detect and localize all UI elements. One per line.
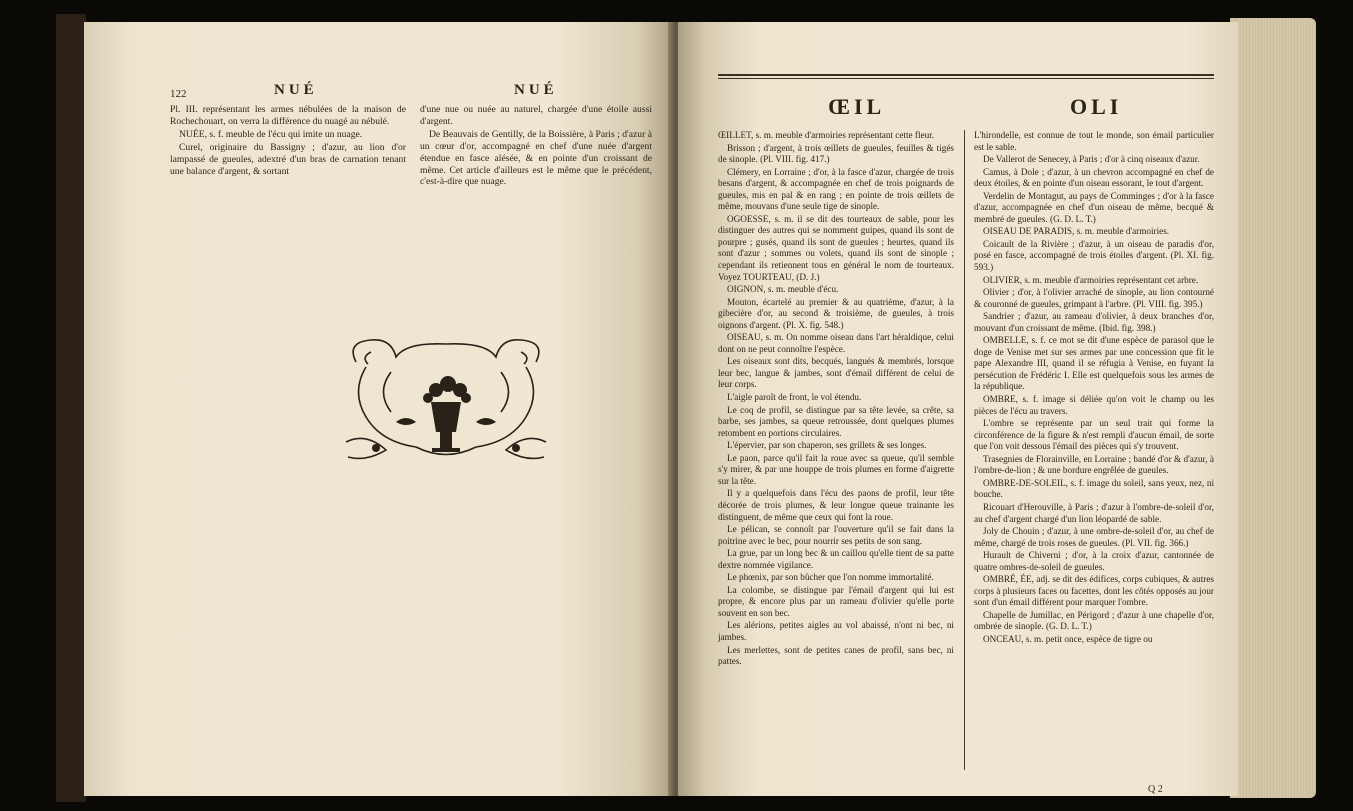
paragraph: Brisson ; d'argent, à trois œillets de gueules, feuilles & tigés de sinople. (Pl. VIII. fig. 417.) [718,142,954,165]
paragraph: L'aigle paroît de front, le vol étendu. [727,392,862,403]
paragraph: Le paon, parce qu'il fait la roue avec sa queue, qu'il semble s'y mirer, & par une houppe de trois plumes en forme d'aigrette sur la tête. [718,452,954,486]
ornamental-vignette [336,322,556,472]
paragraph: Curel, originaire du Bassigny ; d'azur, au lion d'or lampassé de gueules, adextré d'un bras de carnation tenant une balance d'argent, & sortant [170,141,406,177]
page-edges [1230,18,1316,798]
paragraph: OIGNON, s. m. meuble d'écu. [727,284,839,295]
left-column-2 [420,104,652,189]
paragraph: OISEAU, s. m. On nomme oiseau dans l'art héraldique, celui dont on ne peut connoître l'espèce. [718,332,954,354]
column-divider [964,130,965,770]
right-column-1 [718,130,954,669]
paragraph: ONCEAU, s. m. petit once, espèce de tigre ou [983,633,1153,644]
signature-mark: Q 2 [1148,784,1163,795]
paragraph: Les alérions, petites aigles au vol abaissé, n'ont ni bec, ni jambes. [718,620,954,642]
paragraph: Le phœnix, par son bûcher que l'on nomme immortalité. [727,572,934,583]
left-column-1 [170,104,406,178]
paragraph: OLIVIER, s. m. meuble d'armoiries représentant cet arbre. [983,274,1199,285]
paragraph: Hurault de Chiverni ; d'or, à la croix d'azur, cantonnée de quatre ombres-de-soleil de gueules. [974,550,1214,572]
running-header-left: ŒIL [828,94,886,119]
paragraph: OMBRE-DE-SOLEIL, s. f. image du soleil, sans yeux, nez, ni bouche. [974,477,1214,500]
paragraph: Verdelin de Montagut, au pays de Comminges ; d'or à la fasce d'azur, accompagnée en chef d'un oiseau de même, becqué & membré de gueules. (G. D. L. T.) [974,190,1214,224]
paragraph: Joly de Chouin ; d'azur, à une ombre-de-soleil d'or, au chef de même, chargé de trois roses de gueules. (Pl. VII. fig. 366.) [974,526,1214,548]
header-rule [718,74,1214,76]
left-page [84,22,674,796]
paragraph: Les merlettes, sont de petites canes de profil, sans bec, ni pattes. [718,644,954,667]
paragraph: NUÉE, s. f. meuble de l'écu qui imite un nuage. [179,128,363,140]
paragraph: Il y a quelquefois dans l'écu des paons de profil, leur tête décorée de trois plumes, & leur longue queue trainante les distinguent, de même que ceux qui font la roue. [718,488,954,522]
paragraph: Mouton, écartelé au premier & au quatrième, d'azur, à la gibecière d'or, au second & troisième, de gueules, à trois oignons d'argent. (Pl. X. fig. 548.) [718,296,954,330]
paragraph: OMBRÉ, ÉE, adj. se dit des édifices, corps cubiques, & autres corps à plusieurs faces ou facettes, dont les côtés opposés au jour sont d'un émail différent pour marquer l'ombre. [974,574,1214,608]
paragraph: d'une nue ou nuée au naturel, chargée d'une étoile aussi d'argent. [420,104,652,127]
running-header-left: NUÉ [274,82,318,98]
header-rule-thin [718,78,1214,79]
running-header-right: OLI [1070,94,1123,119]
paragraph: OISEAU DE PARADIS, s. m. meuble d'armoiries. [983,226,1170,237]
paragraph: Le pélican, se connoît par l'ouverture qu'il se fait dans la poitrine avec le bec, pour nourrir ses petits de son sang. [718,524,954,546]
paragraph: De Vallerot de Senecey, à Paris ; d'or à cinq oiseaux d'azur. [983,154,1200,165]
paragraph: OGOESSE, s. m. il se dit des tourteaux de sable, pour les distinguer des autres qui se nomment guipes, quand ils sont de pourpre ; gusés, quand ils sont de gueules ; heurtes, quand ils sont d'azur ; sommes ou volets, quand ils sont de sinople ; cependant ils retiennent tous en général le nom de tourteaux. Voyez TOURTEAU, (D. J.) [718,213,954,282]
right-page [678,22,1238,796]
paragraph: Sandrier ; d'azur, au rameau d'olivier, à deux branches d'or, mouvant d'un croissant de même. (Ibid. fig. 398.) [974,311,1214,333]
paragraph: Olivier ; d'or, à l'olivier arraché de sinople, au lion contourné & couronné de gueules, grimpant à l'arbre. (Pl. VIII. fig. 395.) [974,287,1214,309]
paragraph: Pl. III. représentant les armes nébulées de la maison de Rochechouart, on verra la différence du nuagé au nébulé. [170,104,406,127]
paragraph: Camus, à Dole ; d'azur, à un chevron accompagné en chef de deux étoiles, & en pointe d'un oiseau essorant, le tout d'argent. [974,166,1214,189]
page-number: 122 [170,88,187,100]
paragraph: Les oiseaux sont dits, becqués, langués & membrés, lorsque leur bec, langue & jambes, sont d'émail différent de celui de leur corps. [718,356,954,390]
paragraph: OMBELLE, s. f. ce mot se dit d'une espèce de parasol que le doge de Venise met sur ses armes par une concession que fit le pape Alexandre III, quand il se réfugia à Venise, en fuyant la persécution de Frédéric I. Elle est quelquefois sous les armes de la république. [974,335,1214,392]
running-header-right: NUÉ [514,82,558,98]
paragraph: Clémery, en Lorraine ; d'or, à la fasce d'azur, chargée de trois besans d'argent, & accompagnée en chef de trois poignards de gueules, mis en pal & en rang ; en pointe de trois œillets de même, mouvans d'une seule tige de sinople. [718,166,954,212]
paragraph: La grue, par un long bec & un caillou qu'elle tient de sa patte dextre nommée vigilance. [718,548,954,570]
paragraph: ŒILLET, s. m. meuble d'armoiries représentant cette fleur. [718,130,935,140]
right-column-2 [974,130,1214,647]
paragraph: Chapelle de Jumillac, en Périgord ; d'azur à une chapelle d'or, ombrée de sinople. (G. D. L. T.) [974,609,1214,632]
paragraph: Coicault de la Rivière ; d'azur, à un oiseau de paradis d'or, posé en fasce, accompagné de trois étoiles d'argent. (Pl. XI. fig. 593.) [974,238,1214,273]
paragraph: Le coq de profil, se distingue par sa tête levée, sa crête, sa barbe, ses jambes, sa queue retroussée, dont quelques plumes retombent en portions circulaires. [718,404,954,438]
paragraph: Trasegnies de Florainville, en Lorraine ; bandé d'or & d'azur, à l'ombre-de-lion ; & une bordure engrêlée de gueules. [974,453,1214,476]
paragraph: Ricouart d'Herouville, à Paris ; d'azur à l'ombre-de-soleil d'or, au chef d'argent chargé d'un lion léopardé de sable. [974,501,1214,524]
open-book [48,14,1338,802]
paragraph: La colombe, se distingue par l'émail d'argent qui lui est propre, & encore plus par un rameau d'olivier qu'elle porte souvent en son bec. [718,584,954,618]
paragraph: L'hirondelle, est connue de tout le monde, son émail particulier est le sable. [974,130,1214,152]
book-cover-spine [56,14,86,802]
paragraph: De Beauvais de Gentilly, de la Boissière, à Paris ; d'azur à un cœur d'or, accompagné en chef d'une nuée d'argent étendue en fasce alésée, & en pointe d'un croissant de même. Cet article d'ailleurs est le même que le précédent, c'est-à-dire que nuage. [420,128,652,188]
paragraph: OMBRE, s. f. image si déliée qu'on voit le champ ou les pièces de l'écu au travers. [974,394,1214,416]
paragraph: L'ombre se représente par un seul trait qui forme la circonférence de la figure & n'est rempli d'aucun émail, de sorte que l'on voit dessous l'émail des pièces qui s'y trouvent. [974,418,1214,452]
paragraph: L'épervier, par son chaperon, ses grillets & ses longes. [727,440,927,451]
